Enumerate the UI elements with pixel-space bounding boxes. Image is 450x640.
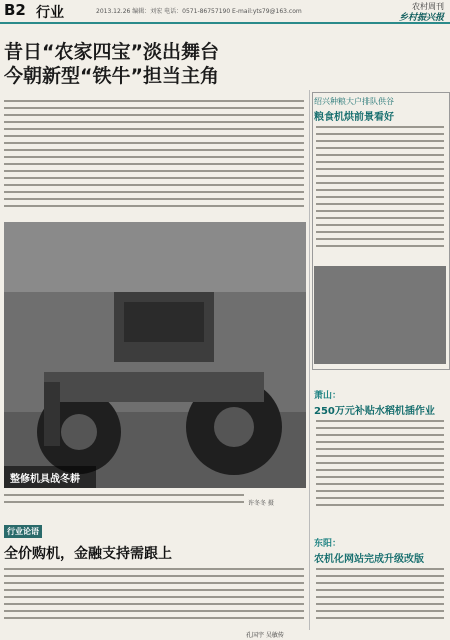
sidebar-story2-region: 萧山： xyxy=(314,391,342,401)
farmer-photo xyxy=(314,266,446,364)
section-name: 行业 xyxy=(36,5,64,21)
sidebar-story2-title: 250万元补贴水稻机插作业 xyxy=(314,406,435,417)
sidebar-kicker: 绍兴种粮大户排队供谷 xyxy=(314,97,394,106)
masthead xyxy=(0,0,450,24)
commentary-label: 行业论语 xyxy=(4,525,42,538)
column-divider xyxy=(309,90,310,630)
headline-line-2: 今朝新型“铁牛”担当主角 xyxy=(4,65,219,87)
commentary-author: 孔国宇 吴敏传 xyxy=(246,632,284,639)
commentary-title: 全价购机，金融支持需跟上 xyxy=(4,546,172,562)
sidebar-story1-title: 粮食机烘前景看好 xyxy=(314,112,394,123)
sidebar-story1-body xyxy=(316,126,444,252)
newspaper-brand: 乡村振兴报 xyxy=(398,13,444,23)
tractor-photo xyxy=(4,222,306,488)
sidebar-story2-body xyxy=(316,420,444,511)
sidebar-story3-title: 农机化网站完成升级改版 xyxy=(314,554,424,565)
headline-line-1: 昔日“农家四宝”淡出舞台 xyxy=(4,41,219,63)
page-number: B2 xyxy=(4,1,26,19)
commentary-body xyxy=(4,568,304,624)
sidebar-story3-body xyxy=(316,568,444,624)
masthead-meta: 2013.12.26 编辑：刘宏 电话：0571-86757190 E-mail:yts79@163.com xyxy=(96,8,302,15)
photo-description xyxy=(4,494,244,508)
photo-caption: 整修机具战冬耕 xyxy=(10,474,80,485)
photo-credit: 许冬冬 摄 xyxy=(248,500,274,507)
edition-label: 农村周刊 xyxy=(412,2,444,11)
sidebar-story3-region: 东阳： xyxy=(314,539,342,549)
article-body-text xyxy=(4,100,304,212)
main-headline xyxy=(4,40,304,88)
